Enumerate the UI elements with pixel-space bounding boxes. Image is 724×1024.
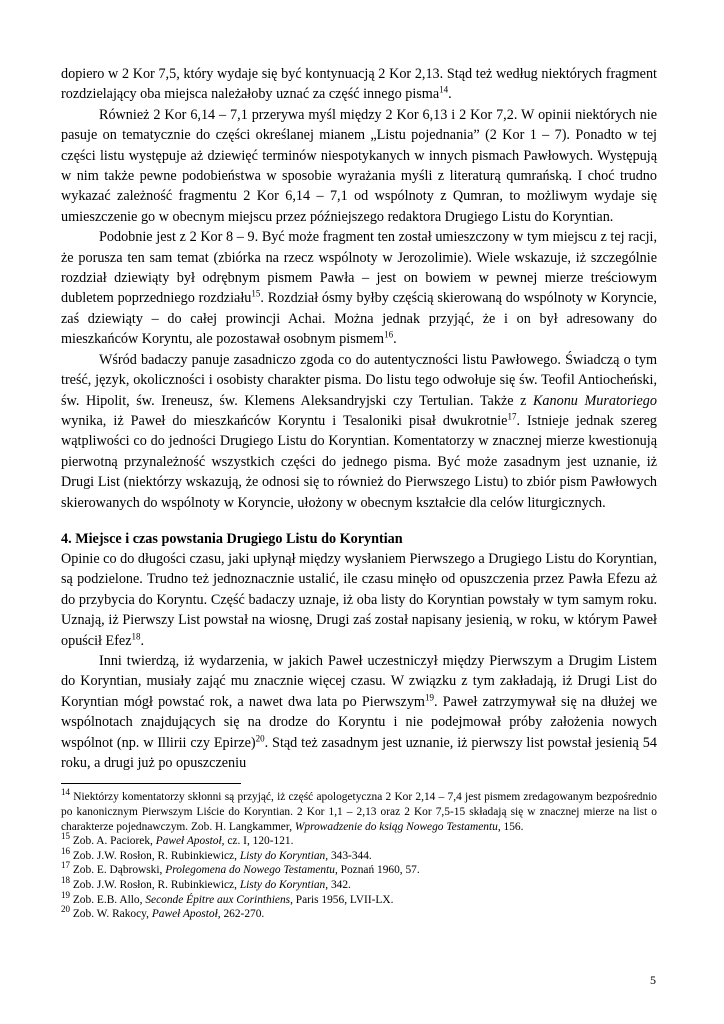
footnote-19 [61, 889, 657, 908]
text: , 343-344. [325, 849, 372, 862]
italic-title: Wprowadzenie do ksiąg Nowego Testamentu [294, 820, 498, 833]
footnote-number: 19 [61, 889, 70, 900]
italic-title: Seconde Épitre aux Corinthiens [145, 893, 291, 906]
text: . Stąd też zasadnym jest uznanie, iż pierwszy list powstał jesienią 54 roku, a drugi już po opuszczeniu [61, 734, 657, 771]
paragraph-4 [61, 350, 657, 513]
italic-title: Listy do Koryntian [239, 878, 326, 891]
text: Niektórzy komentatorzy skłonni są przyjąć, iż część apologetyczna 2 Kor 2,14 – 7,4 jest pismem zredagowanym bezpośrednio po kanonicznym Pierwszym Liście do Koryntian. 2 Kor 1,1 – 2,13 oraz 2 Kor 7,5-15 składają się w znacznej mierze na list o charakterze pojednawczym. Zob. H. Langkammer, [61, 791, 657, 833]
text: Również 2 Kor 6,14 – 7,1 przerywa myśl między 2 Kor 6,13 i 2 Kor 7,2. W opinii niektórych nie pasuje on tematycznie do części określanej mianem „Listu pojednania” (2 Kor 1 – 7). Ponadto w tej części listu występuje aż dziewięć terminów niespotykanych w innych pismach Pawłowych. Występują w nim także pewne podobieństwa w sposobie wyrażania myśli z literaturą qumrańską. I choć trudno wykazać zależność fragmentu 2 Kor 6,14 – 7,1 od wspólnoty z Qumran, to możliwym wydaje się umieszczenie go w obecnym miejscu przez późniejszego redaktora Drugiego Listu do Koryntian. [61, 106, 657, 225]
text: Podobnie jest z 2 Kor 8 – 9. Być może fragment ten został umieszczony w tym miejscu z tej racji, że porusza ten sam temat (zbiórka na rzecz wspólnoty w Jerozolimie). Wiele wskazuje, iż szczególnie rozdział dziewiąty był odrębnym pismem Pawła – jest on bowiem w pewnej mierze treściowym dubletem poprzedniego rozdziału [61, 229, 657, 307]
footnote-number: 14 [61, 787, 70, 798]
paragraph-6 [61, 651, 657, 773]
text: , 262-270. [217, 908, 265, 921]
page-number: 5 [650, 973, 656, 987]
footnote-15 [61, 831, 657, 849]
italic-title: Paweł Apostoł [155, 835, 222, 848]
footnote-ref-14[interactable]: 14 [439, 84, 449, 95]
text: , Paris 1956, LVII-LX. [290, 893, 394, 906]
italic-title: Paweł Apostoł [151, 908, 218, 921]
text: . [448, 86, 452, 103]
footnote-ref-20[interactable]: 20 [255, 732, 265, 743]
section-heading: 4. Miejsce i czas powstania Drugiego Listu do Koryntian [61, 530, 403, 547]
text: Inni twierdzą, iż wydarzenia, w jakich Paweł uczestniczył między Pierwszym a Drugim Listem do Koryntian, musiały zająć mu znacznie więcej czasu. W związku z tym zakładają, iż Drugi List do Koryntian mógł powstać rok, a nawet dwa lata po Pierwszym [61, 652, 657, 710]
text: , Poznań 1960, 57. [334, 864, 420, 877]
text: Wśród badaczy panuje zasadniczo zgoda co do autentyczności listu Pawłowego. Świadczą o tym treść, język, okoliczności i osobisty charakter pisma. Do listu tego odwołuje się św. Teofil Antiocheński, św. Hipolit, św. Ireneusz, św. Klemens Aleksandryjski czy Tertulian. Także z [61, 351, 657, 409]
text: . Paweł zatrzymywał się na dłużej we wspólnotach znajdujących się na drodze do Koryntu i nie podejmował próby założenia nowych wspólnot (np. w Illirii czy Epirze) [61, 693, 657, 751]
italic-title: Kanonu Muratoriego [532, 392, 657, 409]
paragraph-3 [61, 227, 657, 349]
paragraph-5 [61, 549, 657, 651]
text: , 156. [497, 820, 524, 833]
footnote-divider [61, 783, 241, 784]
text: , 342. [325, 878, 351, 891]
text: Zob. J.W. Rosłon, R. Rubinkiewicz, [70, 849, 240, 862]
text: . Istnieje jednak szereg wątpliwości co do jedności Drugiego Listu do Koryntian. Komentatorzy w znacznej mierze kwestionują pierwotną przynależność wszystkich części do jednego pisma. Być może zasadnym jest uznanie, iż Drugi List (niektórzy wskazują, że odnosi się to również do Pierwszego Listu) to zbiór pism Pawłowych skierowanych do wspólnoty w Koryncie, ułożony w obecnym kształcie dla celów liturgicznych. [61, 412, 657, 511]
italic-title: Prolegomena do Nowego Testamentu [165, 864, 335, 877]
footnote-number: 15 [61, 831, 70, 842]
text: . [140, 632, 145, 649]
footnote-14 [61, 787, 657, 834]
footnote-16 [61, 845, 657, 864]
text: dopiero w 2 Kor 7,5, który wydaje się być kontynuacją 2 Kor 2,13. Stąd też według niektórych fragment rozdzielający oba miejsca należałoby uznać za część innego pisma [61, 66, 657, 103]
footnote-number: 20 [61, 904, 70, 915]
text: Opinie co do długości czasu, jaki upłynął między wysłaniem Pierwszego a Drugiego Listu do Koryntian, są podzielone. Trudno też jednoznacznie ustalić, ile czasu minęło od opuszczenia przez Pawła Efezu aż do przybycia do Koryntu. Część badaczy uznaje, iż oba listy do Koryntian powstały w tym samym roku. Uznają, iż Pierwszy List powstał na wiosnę, Drugi zaś został napisany jesienią, w roku, w którym Paweł opuścił Efez [61, 550, 657, 649]
text: Zob. E. Dąbrowski, [70, 864, 166, 877]
footnote-ref-15[interactable]: 15 [251, 288, 261, 299]
text: wynika, iż Paweł do mieszkańców Koryntu i Tesaloniki pisał dwukrotnie [61, 412, 508, 429]
footnote-number: 18 [61, 875, 70, 886]
text: Zob. W. Rakocy, [70, 908, 152, 921]
italic-title: Listy do Koryntian [239, 849, 326, 862]
page-body [61, 64, 657, 922]
footnote-ref-18[interactable]: 18 [131, 630, 141, 641]
footnote-20 [61, 904, 657, 922]
footnote-ref-16[interactable]: 16 [384, 329, 394, 340]
text: Zob. J.W. Rosłon, R. Rubinkiewicz, [70, 878, 240, 891]
footnote-ref-17[interactable]: 17 [507, 411, 517, 422]
footnote-17 [61, 860, 657, 878]
text: Zob. E.B. Allo, [70, 893, 146, 906]
footnote-number: 17 [61, 860, 70, 871]
text: . [393, 331, 397, 348]
footnote-18 [61, 875, 657, 893]
text: . Rozdział ósmy byłby częścią skierowaną do wspólnoty w Koryncie, zaś dziewiąty – do całej prowincji Achai. Można jednak przyjąć, że i on był adresowany do mieszkańców Koryntu, ale pozostawał osobnym pismem [61, 290, 657, 348]
paragraph-1 [61, 64, 657, 105]
text: Zob. A. Paciorek, [70, 835, 156, 848]
footnote-number: 16 [61, 845, 70, 856]
text: , cz. I, 120-121. [221, 835, 294, 848]
footnote-ref-19[interactable]: 19 [424, 692, 434, 703]
paragraph-2 [61, 105, 657, 227]
